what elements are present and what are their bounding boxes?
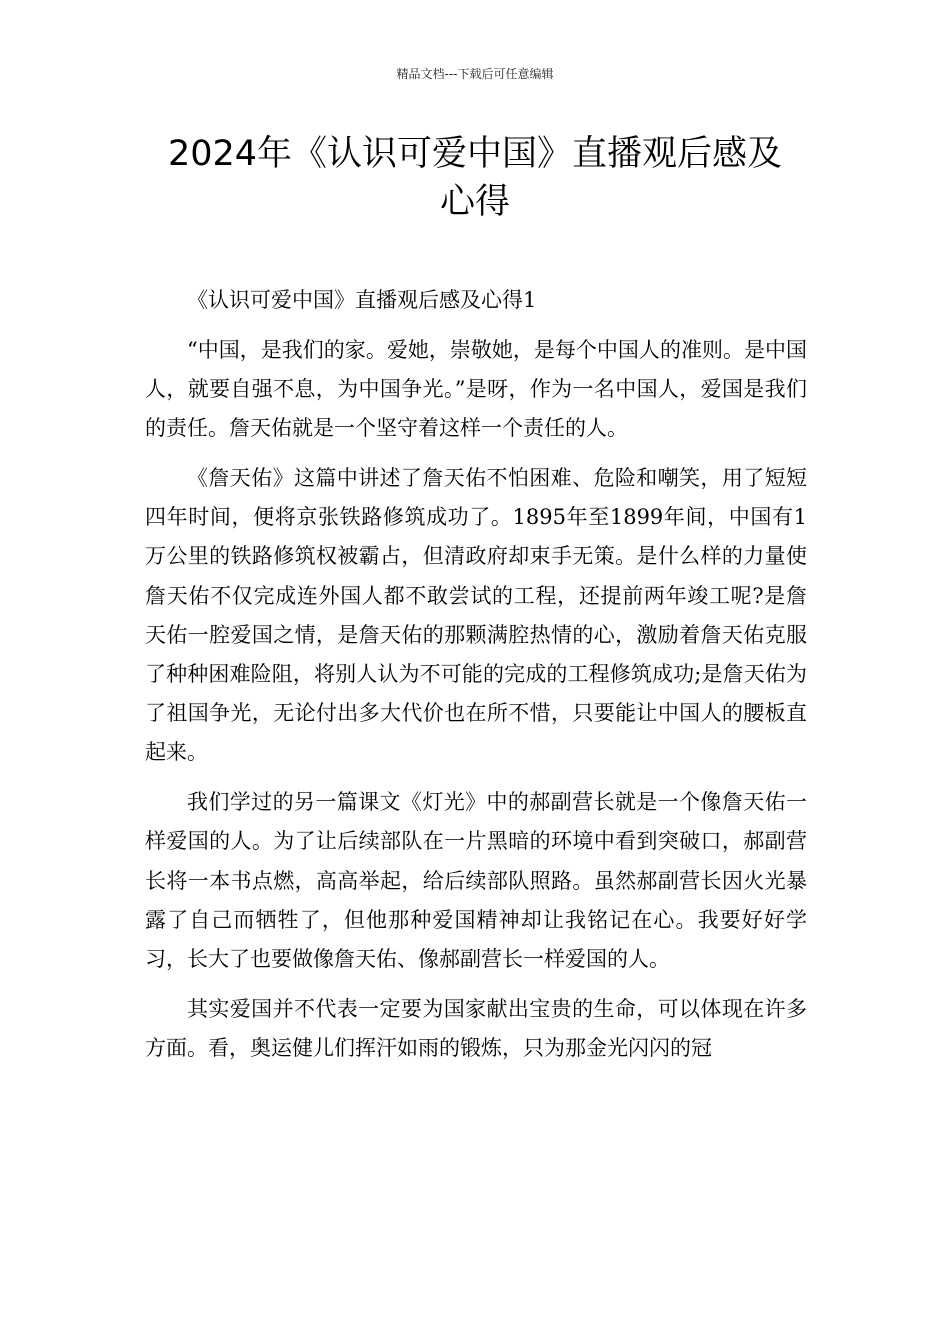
document-title (120, 130, 830, 226)
paragraph: “中国，是我们的家。爱她，崇敬她，是每个中国人的准则。是中国人，就要自强不息，为中国争光。”是呀，作为一名中国人，爱国是我们的责任。詹天佑就是一个坚守着这样一个责任的人。 (145, 337, 807, 441)
header-note: 精品文档---下载后可任意编辑 (396, 67, 554, 81)
paragraph: 《詹天佑》这篇中讲述了詹天佑不怕困难、危险和嘲笑，用了短短四年时间，便将京张铁路修筑成功了。1895年至1899年间，中国有1万公里的铁路修筑权被霸占，但清政府却束手无策。是什么样的力量使詹天佑不仅完成连外国人都不敢尝试的工程，还提前两年竣工呢?是詹天佑一腔爱国之情，是詹天佑的那颗满腔热情的心，激励着詹天佑克服了种种困难险阻，将别人认为不可能的完成的工程修筑成功;是詹天佑为了祖国争光，无论付出多大代价也在所不惜，只要能让中国人的腰板直起来。 (145, 466, 807, 765)
title-line-1: 2024年《认识可爱中国》直播观后感及 (167, 134, 783, 174)
section-heading: 《认识可爱中国》直播观后感及心得1 (187, 288, 537, 312)
title-line-2: 心得 (439, 182, 510, 222)
paragraph: 其实爱国并不代表一定要为国家献出宝贵的生命，可以体现在许多方面。看，奥运健儿们挥汗如雨的锻炼，只为那金光闪闪的冠 (145, 996, 807, 1061)
document-body (145, 281, 807, 1079)
paragraph: 我们学过的另一篇课文《灯光》中的郝副营长就是一个像詹天佑一样爱国的人。为了让后续部队在一片黑暗的环境中看到突破口，郝副营长将一本书点燃，高高举起，给后续部队照路。虽然郝副营长因火光暴露了自己而牺牲了，但他那种爱国精神却让我铭记在心。我要好好学习，长大了也要做像詹天佑、像郝副营长一样爱国的人。 (145, 790, 807, 972)
